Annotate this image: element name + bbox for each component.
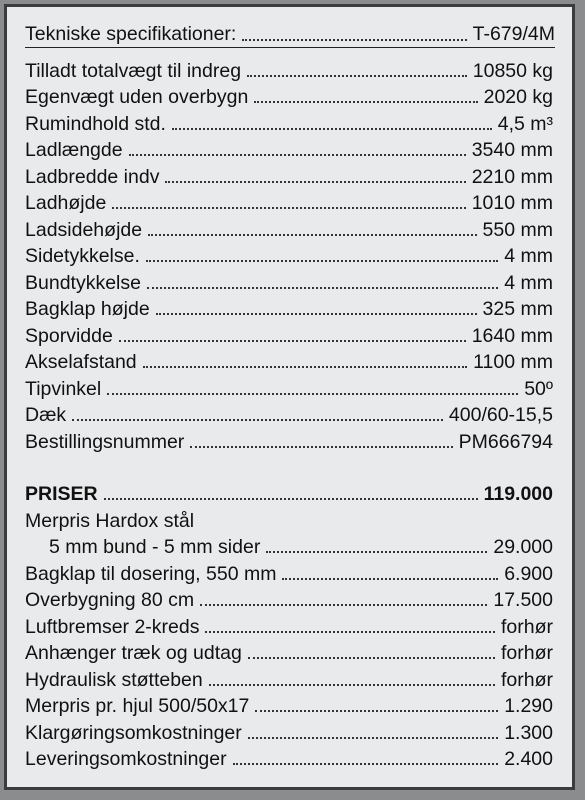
spec-sheet-panel xyxy=(4,4,575,790)
spec-label: Bestillingsnummer xyxy=(25,430,185,453)
spec-label: Rumindhold std. xyxy=(25,112,166,135)
prices-title: PRISER xyxy=(25,483,98,505)
price-row xyxy=(25,745,553,772)
dot-leader xyxy=(119,340,466,342)
spec-value: PM666794 xyxy=(458,430,553,453)
price-label: 5 mm bund - 5 mm sider xyxy=(49,536,261,558)
dot-leader xyxy=(248,657,495,659)
dot-leader xyxy=(242,39,466,41)
spec-label: Ladhøjde xyxy=(25,192,107,214)
spec-value: 2020 kg xyxy=(483,86,553,108)
dot-leader xyxy=(282,578,498,580)
price-value: 6.900 xyxy=(504,562,553,585)
price-label: Hydraulisk støtteben xyxy=(25,668,203,691)
section-spacer xyxy=(25,454,553,480)
dot-leader xyxy=(266,551,487,553)
spec-value: 4 mm xyxy=(504,245,553,267)
spec-value: 1640 mm xyxy=(471,324,553,347)
price-row xyxy=(25,533,553,560)
hardox-heading: Merpris Hardox stål xyxy=(25,509,195,532)
spec-label: Ladbredde indv xyxy=(25,165,160,188)
spec-row xyxy=(25,321,553,348)
price-row xyxy=(25,692,553,719)
dot-leader xyxy=(209,684,495,686)
spec-label: Ladsidehøjde xyxy=(25,218,143,241)
price-label: Anhænger træk og udtag xyxy=(25,642,242,664)
hardox-heading-row xyxy=(25,506,553,533)
price-row xyxy=(25,586,553,613)
price-total-row xyxy=(25,480,553,507)
spec-label: Tipvinkel xyxy=(25,377,102,400)
price-row xyxy=(25,665,553,692)
spec-label: Bundtykkelse xyxy=(25,271,141,294)
price-value: 17.500 xyxy=(493,589,553,611)
price-row xyxy=(25,718,553,745)
dot-leader xyxy=(112,207,465,209)
dot-leader xyxy=(72,419,443,421)
dot-leader xyxy=(255,710,498,712)
spec-row xyxy=(25,83,553,110)
spec-label: Bagklap højde xyxy=(25,298,150,320)
spec-row xyxy=(25,374,553,401)
prices-total: 119.000 xyxy=(483,483,553,505)
spec-row xyxy=(25,56,553,83)
spec-row xyxy=(25,189,553,216)
spec-label: Akselafstand xyxy=(25,351,137,373)
spec-label: Sidetykkelse. xyxy=(25,245,140,267)
spec-value: 1010 mm xyxy=(471,192,553,214)
spec-value: 10850 kg xyxy=(472,59,553,82)
price-value: 29.000 xyxy=(493,536,553,558)
spec-row xyxy=(25,427,553,454)
price-value: 2.400 xyxy=(504,748,553,770)
dot-leader xyxy=(104,498,478,500)
price-value: forhør xyxy=(500,615,553,638)
spec-row xyxy=(25,109,553,136)
spec-value: 4,5 m³ xyxy=(497,112,553,135)
dot-leader xyxy=(156,313,477,315)
price-value: forhør xyxy=(500,668,553,691)
dot-leader xyxy=(143,366,468,368)
spec-row xyxy=(25,162,553,189)
spec-value: 4 mm xyxy=(504,271,553,294)
price-label: Merpris pr. hjul 500/50x17 xyxy=(25,695,250,717)
price-row xyxy=(25,612,553,639)
spec-value: 2210 mm xyxy=(471,165,553,188)
spec-list xyxy=(25,56,553,771)
spec-header-title: Tekniske specifikationer: xyxy=(25,23,237,45)
spec-value: 400/60-15,5 xyxy=(448,404,553,426)
dot-leader xyxy=(172,128,492,130)
spec-label: Ladlængde xyxy=(25,139,123,161)
dot-leader xyxy=(107,393,518,395)
price-label: Bagklap til dosering, 550 mm xyxy=(25,562,277,585)
spec-row xyxy=(25,268,553,295)
price-label: Klargøringsomkostninger xyxy=(25,721,242,744)
spec-row xyxy=(25,401,553,428)
spec-row xyxy=(25,242,553,269)
price-label: Luftbremser 2-kreds xyxy=(25,615,200,638)
spec-row xyxy=(25,348,553,375)
spec-label: Egenvægt uden overbygn xyxy=(25,86,249,108)
dot-leader xyxy=(148,234,476,236)
price-row xyxy=(25,559,553,586)
price-row xyxy=(25,639,553,666)
dot-leader xyxy=(205,631,495,633)
spec-value: 550 mm xyxy=(482,218,553,241)
dot-leader xyxy=(147,287,498,289)
spec-value: 1100 mm xyxy=(473,351,553,373)
spec-label: Tilladt totalvægt til indreg xyxy=(25,59,242,82)
spec-label: Sporvidde xyxy=(25,324,113,347)
dot-leader xyxy=(190,446,452,448)
spec-header xyxy=(25,21,555,48)
spec-value: 325 mm xyxy=(482,298,553,320)
price-value: forhør xyxy=(500,642,553,664)
dot-leader xyxy=(248,737,498,739)
spec-label: Dæk xyxy=(25,404,67,426)
dot-leader xyxy=(247,75,467,77)
price-label: Overbygning 80 cm xyxy=(25,589,195,611)
dot-leader xyxy=(254,101,477,103)
dot-leader xyxy=(165,181,465,183)
price-value: 1.300 xyxy=(504,721,553,744)
dot-leader xyxy=(233,763,499,765)
spec-value: 3540 mm xyxy=(471,139,553,161)
spec-row xyxy=(25,215,553,242)
dot-leader xyxy=(200,604,487,606)
spec-row xyxy=(25,136,553,163)
price-label: Leveringsomkostninger xyxy=(25,748,227,770)
dot-leader xyxy=(129,154,466,156)
price-value: 1.290 xyxy=(504,695,553,717)
spec-header-model: T-679/4M xyxy=(472,23,555,45)
spec-row xyxy=(25,295,553,322)
dot-leader xyxy=(146,260,498,262)
spec-value: 50º xyxy=(524,377,553,400)
